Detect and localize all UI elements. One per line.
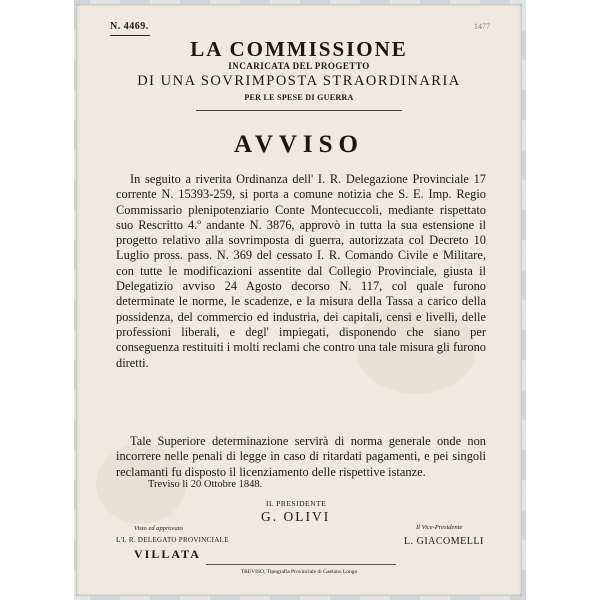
president-title: IL PRESIDENTE: [266, 499, 327, 508]
poster-title: LA COMMISSIONE: [190, 37, 408, 61]
president-name: G. OLIVI: [261, 509, 331, 524]
delegato-title: L'I. R. DELEGATO PROVINCIALE: [116, 536, 229, 544]
printer-divider: [206, 564, 396, 565]
printer-line: TREVISO, Tipografia Provinciale di Gaetano Longo: [240, 569, 358, 575]
document-number: N. 4469.: [110, 21, 149, 32]
title-divider: [196, 110, 402, 111]
avviso-heading: AVVISO: [233, 131, 365, 158]
vice-president-title: Il Vice-Presidente: [416, 524, 463, 531]
visto-note: Visto ed approvato: [134, 525, 183, 532]
poster-document: [76, 4, 522, 596]
delegato-name: VILLATA: [134, 547, 201, 561]
body-paragraph-2: Tale Superiore determinazione servirà di norma generale onde non incorrere nelle penali di legge in caso di ritardati pagamenti, e pei singoli reclamanti fu disposto il licenziamento delle rispettive istanze.: [116, 434, 486, 479]
vice-president-name: L. GIACOMELLI: [404, 536, 484, 547]
left-margin: [0, 0, 74, 600]
poster-subtitle-2: DI UNA SOVRIMPOSTA STRAORDINARIA: [137, 73, 461, 89]
date-line: Treviso li 20 Ottobre 1848.: [148, 479, 263, 490]
poster-subtitle-1: INCARICATA DEL PROGETTO: [228, 61, 370, 71]
body-paragraph-1: In seguito a riverita Ordinanza dell' I. R. Delegazione Provinciale 17 corrente N. 15393-259, si porta a comune notizia che S. E. Imp. Regio Commissario plenipotenziario Conte Montecuccoli, mediante rispettato suo Rescritto 4.º andante N. 3876, approvò in tutta la sua estensione il progetto relativo alla sovrimposta di guerra, autorizzata col Decreto 10 Luglio pross. pass. N. 369 del cessato I. R. Comando Civile e Militare, con tutte le modificazioni assentite dal Collegio Provinciale, giusta il Delegatizio avviso 24 Agosto decorso N. 117, col quale furono determinate le norme, le scadenze, e la misura della Tassa a carico della possidenza, del commercio ed industria, dei capitali, censi e livelli, delle professioni liberali, e degl' impiegati, disponendo che siano per conseguenza restituiti i molti reclami che contro una tale misura gli furono diretti.: [116, 172, 486, 370]
number-underline: [110, 35, 150, 36]
right-margin: [526, 0, 600, 600]
poster-subtitle-3: PER LE SPESE DI GUERRA: [244, 93, 354, 102]
pencil-note: 1477: [474, 22, 490, 31]
